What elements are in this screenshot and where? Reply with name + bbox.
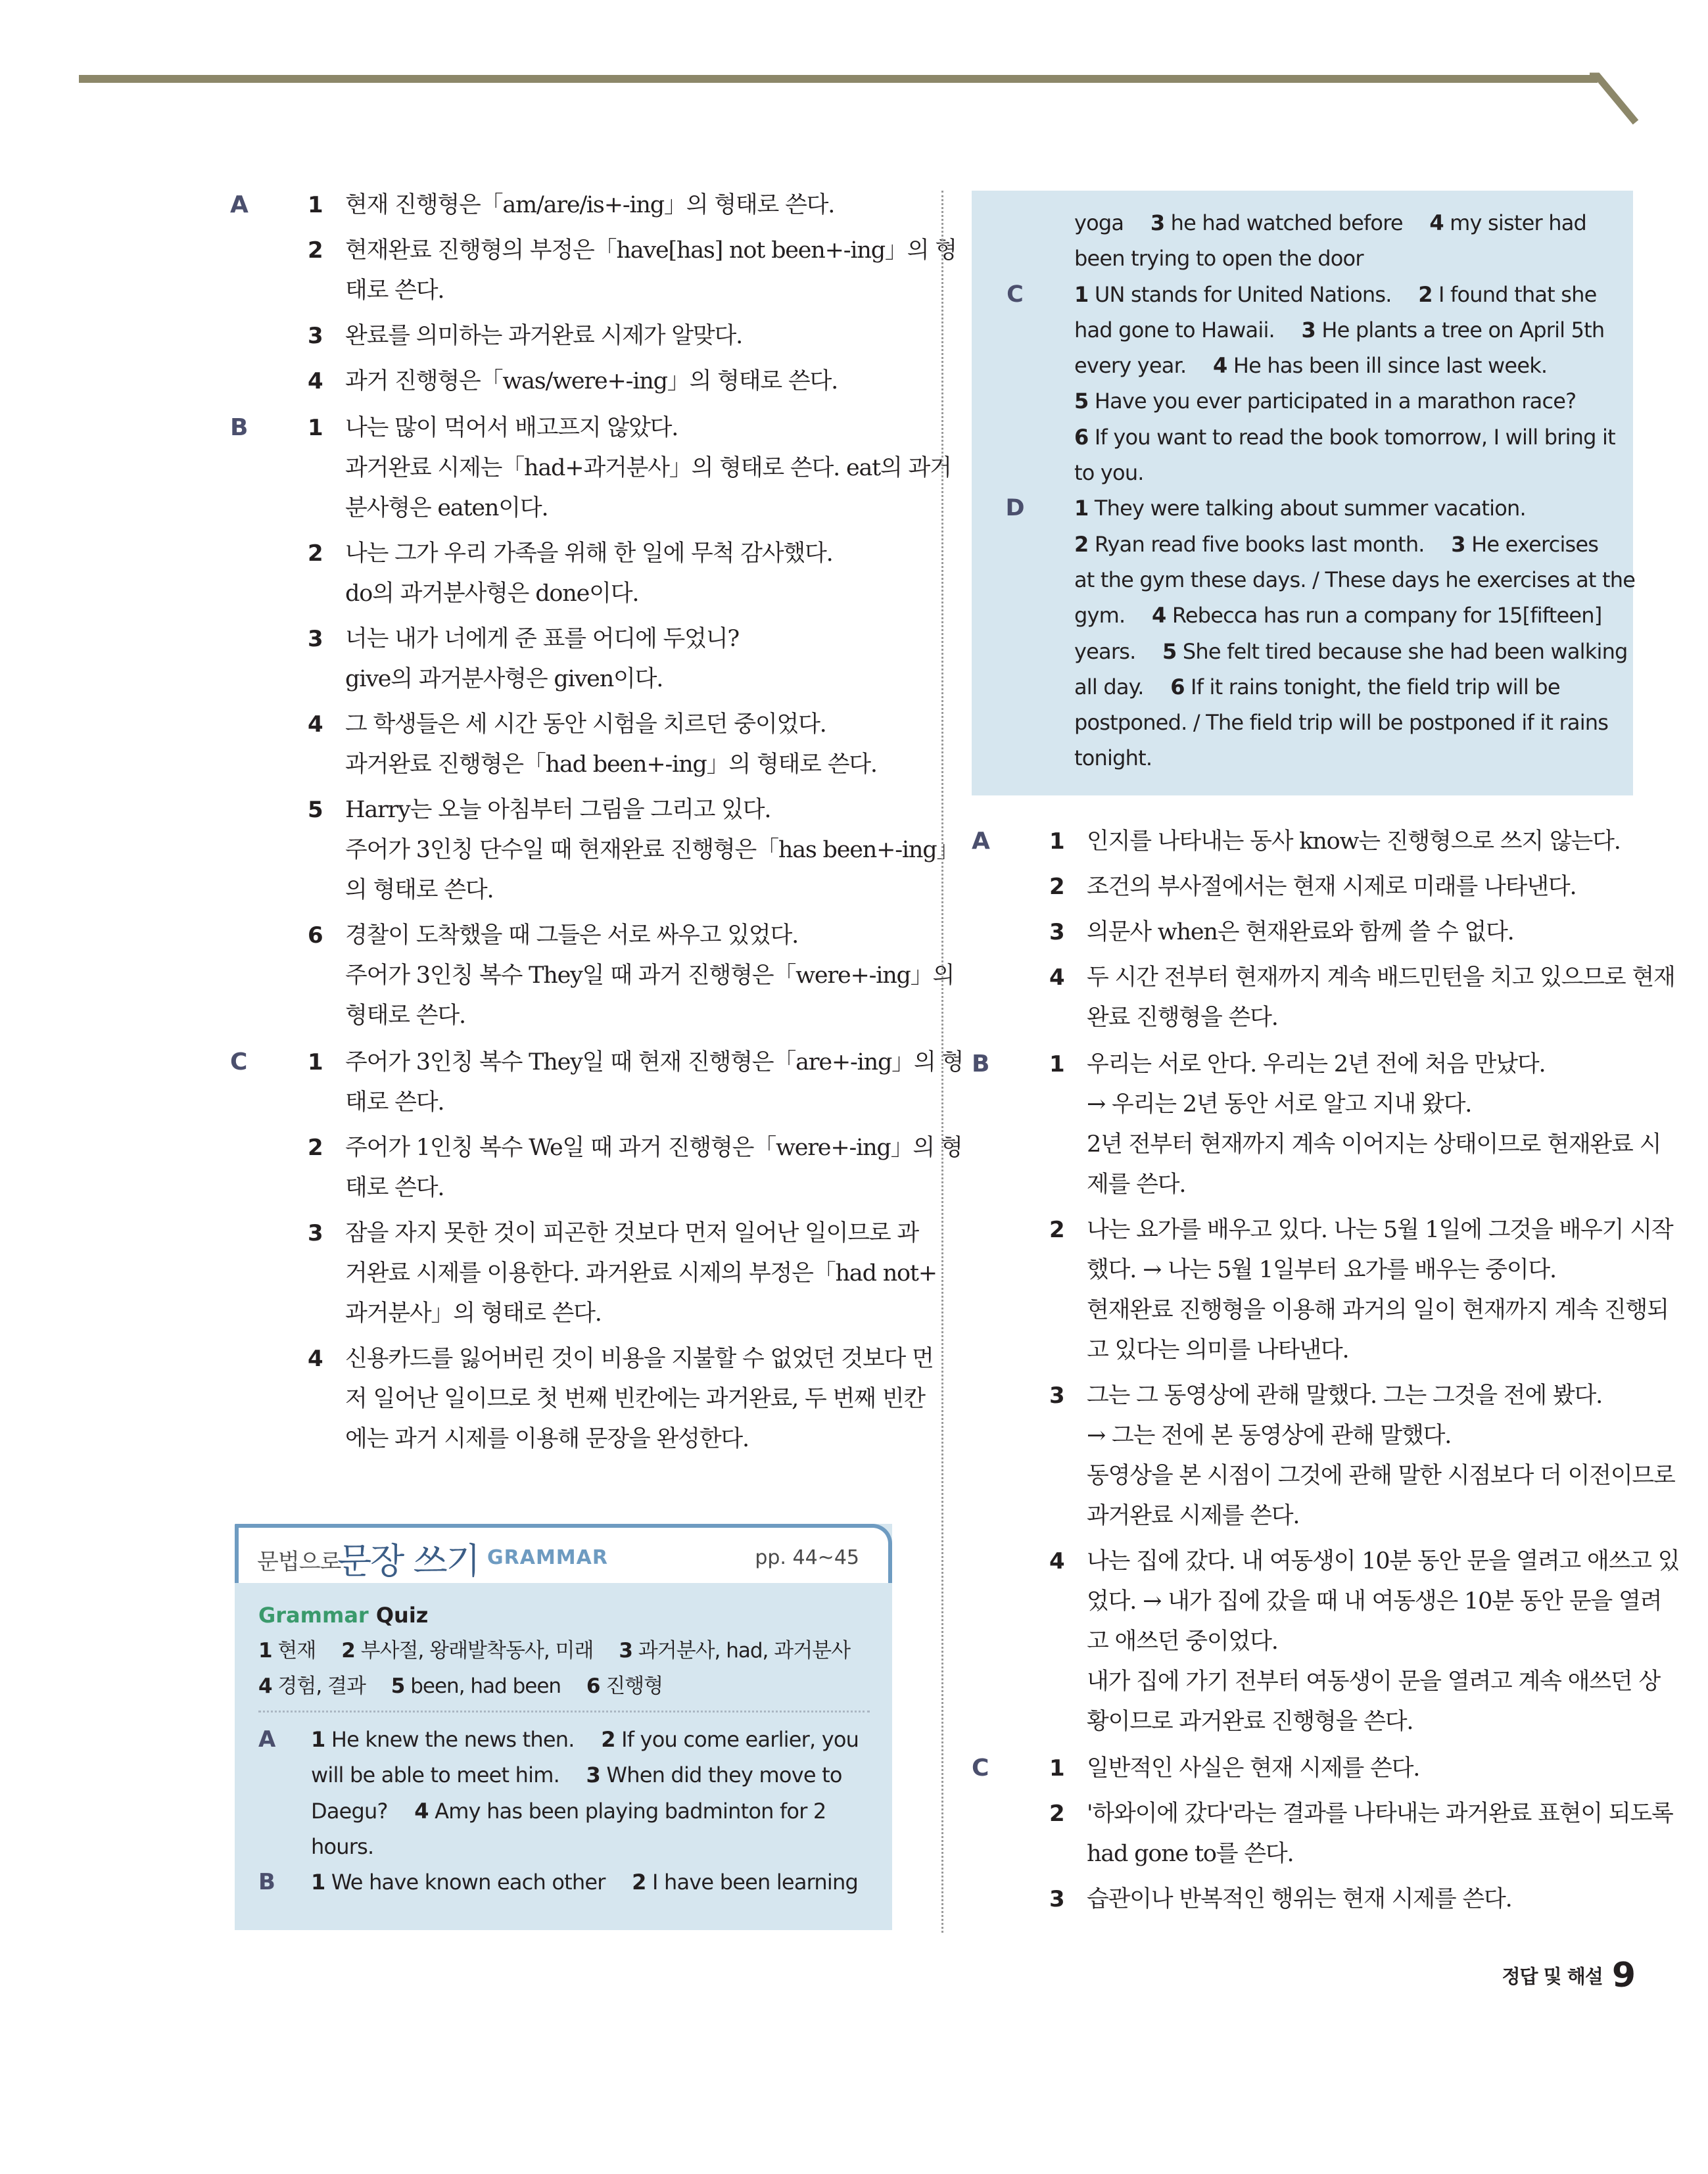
explanation-line: 나는 집에 갔다. 내 여동생이 10분 동안 문을 열려고 애쓰고 있 bbox=[1087, 1548, 1680, 1574]
answer-text: 과거분사, had, 과거분사 bbox=[632, 1639, 851, 1663]
answer-text: hours. bbox=[311, 1833, 374, 1859]
answer-line bbox=[1074, 455, 1609, 490]
section-letter: A bbox=[258, 1726, 276, 1753]
item-number: 2 bbox=[632, 1870, 646, 1895]
answer-text: Daegu? bbox=[311, 1798, 388, 1824]
answer-text: yoga bbox=[1074, 210, 1124, 235]
answer-text: She felt tired because she had been walking bbox=[1176, 638, 1628, 664]
answer-item bbox=[308, 185, 901, 225]
explanation-line: 태로 쓴다. bbox=[345, 1089, 444, 1116]
answer-item bbox=[1049, 1210, 1673, 1371]
answer-text: UN stands for United Nations. bbox=[1088, 281, 1392, 307]
answer-line bbox=[1074, 527, 1609, 562]
item-number: 2 bbox=[601, 1727, 615, 1752]
quiz-answer-line bbox=[258, 1668, 870, 1704]
item-number: 2 bbox=[341, 1639, 355, 1663]
explanation-line: 현재완료 진행형을 이용해 과거의 일이 현재까지 계속 진행되 bbox=[1087, 1297, 1669, 1323]
explanation-line: 일반적인 사실은 현재 시제를 쓴다. bbox=[1087, 1755, 1420, 1782]
answer-line bbox=[311, 1864, 870, 1900]
answer-text: gym. bbox=[1074, 603, 1126, 628]
item-number: 3 bbox=[308, 323, 323, 349]
answer-text: Rebecca has run a company for 15[fifteen] bbox=[1166, 603, 1602, 628]
item-number: 5 bbox=[1162, 638, 1177, 664]
item-number: 6 bbox=[308, 922, 323, 949]
answer-item bbox=[1049, 1879, 1637, 1920]
explanation-line: 잠을 자지 못한 것이 피곤한 것보다 먼저 일어난 일이므로 과 bbox=[345, 1220, 918, 1246]
explanation-line: 현재완료 진행형의 부정은「have[has] not been+-ing」의 형 bbox=[345, 237, 957, 264]
answer-item bbox=[1049, 1542, 1680, 1742]
answer-item bbox=[308, 1214, 937, 1334]
column-divider bbox=[941, 191, 943, 1933]
explanation-line: 주어가 3인칭 복수 They일 때 현재 진행형은「are+-ing」의 형 bbox=[345, 1049, 964, 1075]
item-number: 6 bbox=[1074, 424, 1089, 450]
answer-line bbox=[1074, 419, 1615, 455]
answer-text: Ryan read five books last month. bbox=[1088, 531, 1425, 557]
grammar-heading-small: 문법으로 bbox=[257, 1549, 341, 1575]
answer-item bbox=[1049, 1045, 1661, 1205]
item-number: 1 bbox=[1049, 828, 1065, 855]
item-number: 4 bbox=[1049, 1548, 1065, 1574]
explanation-line: 의 형태로 쓴다. bbox=[345, 877, 494, 903]
answer-line bbox=[1074, 669, 1609, 705]
explanation-line: 태로 쓴다. bbox=[345, 1175, 444, 1201]
explanation-line: 주어가 3인칭 복수 They일 때 과거 진행형은「were+-ing」의 bbox=[345, 962, 955, 989]
quiz-answer-line bbox=[258, 1633, 870, 1668]
item-number: 4 bbox=[1212, 353, 1227, 379]
item-number: 1 bbox=[311, 1727, 325, 1752]
answer-item bbox=[1049, 1376, 1675, 1536]
answer-item bbox=[308, 790, 959, 910]
explanation-line: 과거완료 진행형은「had been+-ing」의 형태로 쓴다. bbox=[345, 751, 877, 778]
item-number: 1 bbox=[1074, 496, 1089, 521]
explanation-line: 태로 쓴다. bbox=[345, 277, 444, 304]
explanation-line: 습관이나 반복적인 행위는 현재 시제를 쓴다. bbox=[1087, 1886, 1512, 1912]
explanation-line: 주어가 1인칭 복수 We일 때 과거 진행형은「were+-ing」의 형 bbox=[345, 1135, 962, 1161]
answer-text: Have you ever participated in a marathon race? bbox=[1088, 389, 1577, 414]
explanation-line: '하와이에 갔다'라는 결과를 나타내는 과거완료 표현이 되도록 bbox=[1087, 1801, 1673, 1827]
answer-text: 현재 bbox=[272, 1639, 316, 1663]
section-letter: C bbox=[972, 1755, 989, 1782]
answer-line bbox=[1074, 348, 1609, 383]
item-number: 1 bbox=[311, 1870, 325, 1895]
explanation-line: 과거분사」의 형태로 쓴다. bbox=[345, 1300, 602, 1327]
answer-item bbox=[308, 362, 901, 402]
answer-item bbox=[308, 316, 901, 356]
explanation-line: 황이므로 과거완료 진행형을 쓴다. bbox=[1087, 1709, 1413, 1735]
answer-line bbox=[1074, 383, 1609, 419]
answer-line bbox=[1074, 562, 1636, 598]
section-letter: B bbox=[258, 1869, 275, 1896]
item-number: 3 bbox=[1451, 531, 1465, 557]
answer-row bbox=[995, 277, 1615, 491]
answer-text: been trying to open the door bbox=[1074, 246, 1364, 272]
answer-item bbox=[1049, 1794, 1673, 1874]
item-number: 1 bbox=[1049, 1755, 1065, 1782]
answer-text: Amy has been playing badminton for 2 bbox=[428, 1798, 826, 1824]
explanation-line: 에는 과거 시제를 이용해 문장을 완성한다. bbox=[345, 1426, 749, 1452]
page-footer bbox=[1502, 1956, 1636, 1995]
item-number: 1 bbox=[258, 1639, 272, 1663]
answer-item bbox=[1049, 958, 1675, 1038]
answer-item bbox=[1049, 912, 1637, 953]
section-letter: B bbox=[972, 1051, 990, 1077]
item-number: 3 bbox=[586, 1762, 600, 1788]
answer-row bbox=[995, 205, 1609, 277]
answer-text: If you come earlier, you bbox=[615, 1727, 859, 1752]
explanation-line: 거완료 시제를 이용한다. 과거완료 시제의 부정은「had not+ bbox=[345, 1260, 937, 1287]
item-number: 1 bbox=[308, 192, 323, 218]
item-number: 3 bbox=[308, 626, 323, 652]
explanation-line: 과거완료 시제를 쓴다. bbox=[1087, 1503, 1300, 1529]
top-rule-corner bbox=[1590, 72, 1642, 125]
answer-line bbox=[1074, 490, 1609, 526]
item-number: 5 bbox=[391, 1674, 405, 1698]
item-number: 1 bbox=[308, 1049, 323, 1075]
explanation-line: 그 학생들은 세 시간 동안 시험을 치르던 중이었다. bbox=[345, 711, 826, 738]
answer-text: He knew the news then. bbox=[325, 1727, 575, 1752]
answer-section bbox=[230, 185, 957, 402]
right-column bbox=[972, 822, 1680, 1926]
explanation-line: → 그는 전에 본 동영상에 관해 말했다. bbox=[1087, 1423, 1452, 1449]
grammar-section-a bbox=[258, 1722, 870, 1864]
explanation-line: 했다. → 나는 5월 1일부터 요가를 배우는 중이다. bbox=[1087, 1257, 1556, 1283]
answer-text: 진행형 bbox=[600, 1674, 663, 1698]
explanation-line: 과거완료 시제는「had+과거분사」의 형태로 쓴다. eat의 과거 bbox=[345, 455, 951, 481]
answer-section bbox=[230, 408, 959, 1036]
answer-text: had gone to Hawaii. bbox=[1074, 317, 1275, 343]
top-rule bbox=[79, 75, 1598, 83]
answer-line bbox=[1074, 241, 1609, 276]
answer-item bbox=[308, 1128, 962, 1208]
answer-text: If it rains tonight, the field trip will be bbox=[1184, 674, 1560, 699]
item-number: 1 bbox=[1074, 281, 1089, 307]
item-number: 2 bbox=[1418, 281, 1433, 307]
answer-item bbox=[308, 1043, 964, 1123]
item-number: 5 bbox=[308, 797, 323, 823]
item-number: 3 bbox=[1049, 1382, 1065, 1409]
explanation-line: 나는 그가 우리 가족을 위해 한 일에 무척 감사했다. bbox=[345, 540, 833, 567]
explanation-line: do의 과거분사형은 done이다. bbox=[345, 580, 639, 607]
item-number: 3 bbox=[1301, 317, 1316, 343]
item-number: 4 bbox=[1151, 603, 1166, 628]
explanation-line: 완료를 의미하는 과거완료 시제가 알맞다. bbox=[345, 323, 742, 349]
answer-text: 경험, 결과 bbox=[272, 1674, 366, 1698]
explanation-line: 제를 쓴다. bbox=[1087, 1171, 1186, 1198]
grammar-box-header bbox=[235, 1524, 892, 1583]
grammar-pages: pp. 44~45 bbox=[755, 1546, 859, 1569]
explanation-line: 2년 전부터 현재까지 계속 이어지는 상태이므로 현재완료 시 bbox=[1087, 1131, 1661, 1158]
item-number: 4 bbox=[1429, 210, 1444, 235]
item-number: 4 bbox=[414, 1798, 429, 1824]
answer-line bbox=[1074, 634, 1628, 669]
item-number: 6 bbox=[1170, 674, 1185, 699]
item-number: 4 bbox=[308, 368, 323, 394]
explanation-line: 의문사 when은 현재완료와 함께 쓸 수 없다. bbox=[1087, 919, 1514, 945]
answer-item bbox=[308, 619, 901, 699]
answer-line bbox=[1074, 740, 1609, 776]
answer-box-continued bbox=[972, 191, 1636, 795]
explanation-line: 주어가 3인칭 단수일 때 현재완료 진행형은「has been+-ing」 bbox=[345, 837, 959, 863]
item-number: 4 bbox=[258, 1674, 272, 1698]
explanation-line: had gone to를 쓴다. bbox=[1087, 1841, 1294, 1867]
item-number: 3 bbox=[619, 1639, 632, 1663]
answer-text: If you want to read the book tomorrow, I will bring it bbox=[1088, 424, 1615, 450]
answer-item bbox=[308, 231, 957, 311]
answer-text: postponed. / The field trip will be postponed if it rains bbox=[1074, 710, 1609, 736]
answer-text: years. bbox=[1074, 638, 1136, 664]
answer-text: all day. bbox=[1074, 674, 1144, 699]
answer-item bbox=[308, 408, 951, 529]
answer-text: will be able to meet him. bbox=[311, 1762, 559, 1788]
item-number: 3 bbox=[1150, 210, 1165, 235]
explanation-line: 완료 진행형을 쓴다. bbox=[1087, 1004, 1278, 1031]
explanation-line: 인지를 나타내는 동사 know는 진행형으로 쓰지 않는다. bbox=[1087, 828, 1621, 855]
item-number: 2 bbox=[1074, 531, 1089, 557]
section-letter: A bbox=[230, 191, 249, 218]
item-number: 4 bbox=[1049, 964, 1065, 991]
section-letter: C bbox=[1007, 281, 1024, 308]
answer-item bbox=[308, 534, 901, 614]
answer-text: They were talking about summer vacation. bbox=[1088, 496, 1526, 521]
item-number: 4 bbox=[308, 711, 323, 738]
answer-line bbox=[311, 1757, 870, 1793]
answer-item bbox=[308, 705, 901, 785]
grammar-quiz bbox=[258, 1597, 870, 1900]
explanation-line: 너는 내가 너에게 준 표를 어디에 두었니? bbox=[345, 626, 739, 652]
explanation-line: Harry는 오늘 아침부터 그림을 그리고 있다. bbox=[345, 797, 771, 823]
item-number: 3 bbox=[308, 1220, 323, 1246]
item-number: 2 bbox=[308, 237, 323, 264]
explanation-line: 현재 진행형은「am/are/is+-ing」의 형태로 쓴다. bbox=[345, 192, 835, 218]
explanation-line: give의 과거분사형은 given이다. bbox=[345, 666, 663, 692]
answer-section bbox=[972, 1749, 1673, 1920]
answer-text: 부사절, 왕래발착동사, 미래 bbox=[354, 1639, 594, 1663]
explanation-line: 그는 그 동영상에 관해 말했다. 그는 그것을 전에 봤다. bbox=[1087, 1382, 1603, 1409]
item-number: 5 bbox=[1074, 389, 1089, 414]
answer-line bbox=[1074, 598, 1609, 633]
left-column bbox=[230, 185, 964, 1466]
item-number: 1 bbox=[308, 415, 323, 441]
page-number: 9 bbox=[1611, 1956, 1636, 1995]
section-letter: D bbox=[1005, 495, 1025, 522]
explanation-line: 신용카드를 잃어버린 것이 비용을 지불할 수 없었던 것보다 먼 bbox=[345, 1346, 934, 1372]
section-letter: A bbox=[972, 828, 990, 855]
answer-text: he had watched before bbox=[1164, 210, 1403, 235]
item-number: 2 bbox=[308, 540, 323, 567]
answer-text: I have been learning bbox=[646, 1870, 858, 1895]
answer-item bbox=[308, 916, 955, 1036]
section-letter: B bbox=[230, 414, 249, 441]
answer-text: He exercises bbox=[1465, 531, 1599, 557]
section-letter: C bbox=[230, 1049, 248, 1075]
answer-text: We have known each other bbox=[325, 1870, 605, 1895]
answer-text: at the gym these days. / These days he exercises at the bbox=[1074, 567, 1636, 592]
answer-line bbox=[311, 1793, 870, 1829]
answer-line bbox=[311, 1722, 870, 1757]
item-number: 3 bbox=[1049, 1886, 1065, 1912]
answer-item bbox=[1049, 1749, 1637, 1789]
item-number: 2 bbox=[1049, 1217, 1065, 1243]
grammar-writing-box bbox=[235, 1524, 892, 1930]
explanation-line: 고 있다는 의미를 나타낸다. bbox=[1087, 1337, 1349, 1363]
item-number: 3 bbox=[1049, 919, 1065, 945]
grammar-heading-big: 문장 쓰기 bbox=[337, 1540, 479, 1582]
footer-label: 정답 및 해설 bbox=[1502, 1965, 1603, 1988]
grammar-heading-en: GRAMMAR bbox=[487, 1546, 608, 1569]
grammar-quiz-title: Grammar Quiz bbox=[258, 1603, 429, 1628]
item-number: 6 bbox=[586, 1674, 600, 1698]
answer-text: my sister had bbox=[1443, 210, 1587, 235]
explanation-line: 형태로 쓴다. bbox=[345, 1003, 465, 1029]
explanation-line: 분사형은 eaten이다. bbox=[345, 495, 548, 521]
explanation-line: 나는 많이 먹어서 배고프지 않았다. bbox=[345, 415, 678, 441]
answer-section bbox=[972, 822, 1675, 1038]
answer-line bbox=[1074, 277, 1609, 312]
answer-text: When did they move to bbox=[600, 1762, 842, 1788]
explanation-line: → 우리는 2년 동안 서로 알고 지내 왔다. bbox=[1087, 1091, 1472, 1118]
explanation-line: 우리는 서로 안다. 우리는 2년 전에 처음 만났다. bbox=[1087, 1051, 1546, 1077]
explanation-line: 두 시간 전부터 현재까지 계속 배드민턴을 치고 있으므로 현재 bbox=[1087, 964, 1675, 991]
explanation-line: 과거 진행형은「was/were+-ing」의 형태로 쓴다. bbox=[345, 368, 838, 394]
explanation-line: 저 일어난 일이므로 첫 번째 빈칸에는 과거완료, 두 번째 빈칸 bbox=[345, 1386, 925, 1412]
answer-item bbox=[308, 1339, 934, 1459]
answer-section bbox=[972, 1045, 1680, 1742]
dotted-divider bbox=[258, 1711, 870, 1713]
explanation-line: 조건의 부사절에서는 현재 시제로 미래를 나타낸다. bbox=[1087, 874, 1577, 900]
grammar-section-b bbox=[258, 1864, 870, 1900]
explanation-line: 고 애쓰던 중이었다. bbox=[1087, 1628, 1278, 1655]
explanation-line: 내가 집에 가기 전부터 여동생이 문을 열려고 계속 애쓰던 상 bbox=[1087, 1668, 1660, 1695]
explanation-line: 나는 요가를 배우고 있다. 나는 5월 1일에 그것을 배우기 시작 bbox=[1087, 1217, 1673, 1243]
answer-text: He has been ill since last week. bbox=[1227, 353, 1548, 379]
explanation-line: 었다. → 내가 집에 갔을 때 내 여동생은 10분 동안 문을 열려 bbox=[1087, 1588, 1662, 1615]
explanation-line: 동영상을 본 시점이 그것에 관해 말한 시점보다 더 이전이므로 bbox=[1087, 1463, 1675, 1489]
answer-line bbox=[1074, 205, 1609, 241]
answer-line bbox=[1074, 705, 1609, 740]
item-number: 1 bbox=[1049, 1051, 1065, 1077]
answer-item bbox=[1049, 867, 1637, 907]
answer-row bbox=[995, 490, 1636, 776]
answer-section bbox=[230, 1043, 964, 1459]
answer-item bbox=[1049, 822, 1637, 862]
explanation-line: 경찰이 도착했을 때 그들은 서로 싸우고 있었다. bbox=[345, 922, 799, 949]
item-number: 2 bbox=[308, 1135, 323, 1161]
item-number: 2 bbox=[1049, 874, 1065, 900]
item-number: 4 bbox=[308, 1346, 323, 1372]
item-number: 2 bbox=[1049, 1801, 1065, 1827]
answer-text: He plants a tree on April 5th bbox=[1315, 317, 1605, 343]
answer-text: been, had been bbox=[404, 1674, 561, 1698]
answer-text: tonight. bbox=[1074, 745, 1152, 771]
answer-line bbox=[311, 1829, 870, 1864]
answer-line bbox=[1074, 312, 1609, 348]
answer-text: every year. bbox=[1074, 353, 1187, 379]
answer-text: to you. bbox=[1074, 460, 1144, 486]
answer-text: I found that she bbox=[1432, 281, 1597, 307]
